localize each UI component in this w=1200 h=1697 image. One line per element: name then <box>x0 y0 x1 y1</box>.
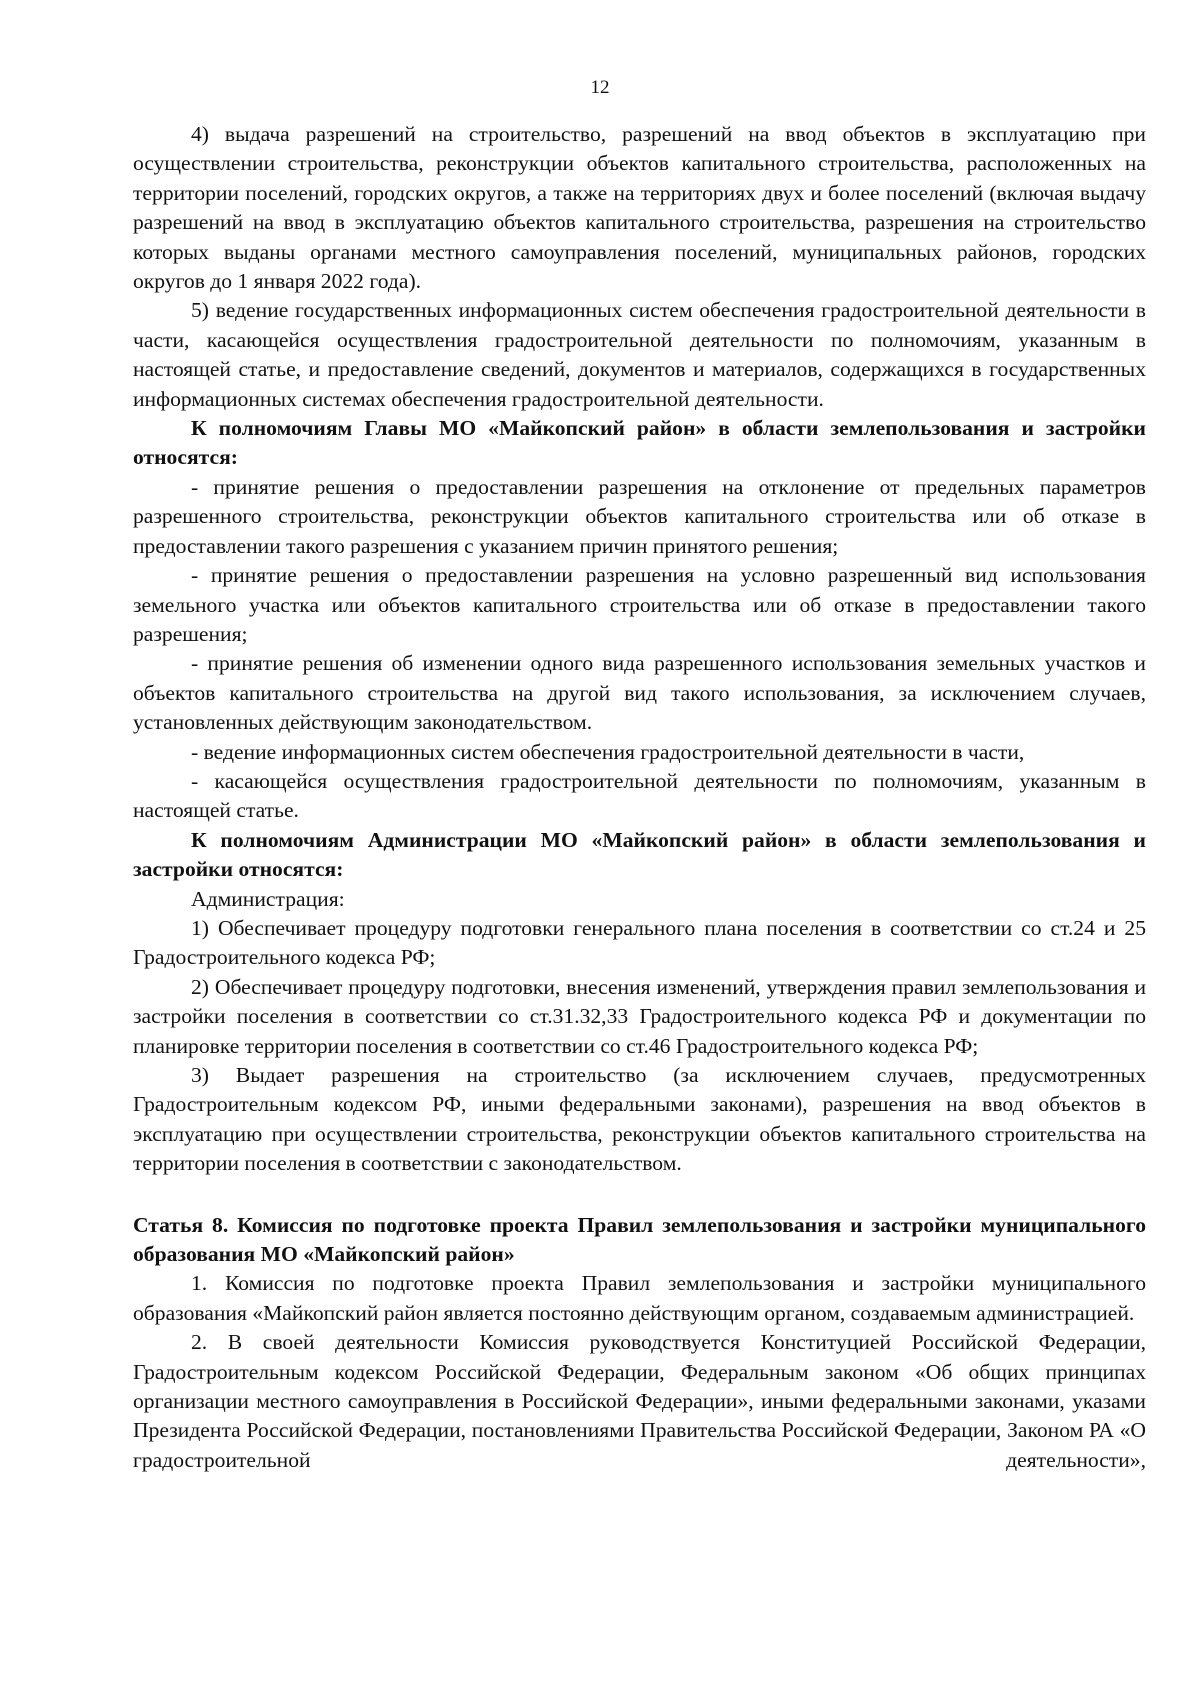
head-power-item: - принятие решения об изменении одного вида разрешенного использования земельных участков и объектов капитального строительства на другой вид такого использования, за исключением случаев, установленных действующим законодательством. <box>133 651 1146 735</box>
page-number: 12 <box>590 77 610 98</box>
head-power-item: - принятие решения о предоставлении разрешения на условно разрешенный вид использования земельного участка или объектов капитального строительства или об отказе в предоставлении такого разрешения; <box>133 563 1146 646</box>
article-8-heading: Статья 8. Комиссия по подготовке проекта Правил землепользования и застройки муниципального образования МО «Майкопский район» <box>133 1212 1146 1267</box>
administration-power-item: 1) Обеспечивает процедуру подготовки генерального плана поселения в соответствии со ст.24 и 25 Градостроительного кодекса РФ; <box>133 915 1146 970</box>
administration-powers-heading: К полномочиям Администрации МО «Майкопский район» в области землепользования и застройки относятся: <box>133 827 1146 882</box>
head-power-item: - ведение информационных систем обеспечения градостроительной деятельности в части, <box>191 739 1025 764</box>
document-body <box>133 120 1146 1475</box>
administration-power-item: 3) Выдает разрешения на строительство (за исключением случаев, предусмотренных Градостроительным кодексом РФ, иными федеральными законами), разрешения на ввод объектов в эксплуатацию при осуществлении строительства, реконструкции объектов капитального строительства на территории поселения в соответствии с законодательством. <box>133 1063 1146 1176</box>
paragraph-item-5: 5) ведение государственных информационных систем обеспечения градостроительной деятельности в части, касающейся осуществления градостроительной деятельности по полномочиям, указанным в настоящей статье, и предоставление сведений, документов и материалов, содержащихся в государственных информационных системах обеспечения градостроительной деятельности. <box>133 298 1146 411</box>
head-powers-heading: К полномочиям Главы МО «Майкопский район» в области землепользования и застройки относятся: <box>133 416 1146 470</box>
head-power-item: - принятие решения о предоставлении разрешения на отклонение от предельных параметров разрешенного строительства, реконструкции объектов капитального строительства или об отказе в предоставлении такого разрешения с указанием причин принятого решения; <box>133 474 1146 558</box>
administration-power-item: 2) Обеспечивает процедуру подготовки, внесения изменений, утверждения правил землепользования и застройки поселения в соответствии со ст.31.32,33 Градостроительного кодекса РФ и документации по планировке территории поселения в соответствии со ст.46 Градостроительного кодекса РФ; <box>133 974 1146 1058</box>
paragraph-item-4: 4) выдача разрешений на строительство, разрешений на ввод объектов в эксплуатацию при осуществлении строительства, реконструкции объектов капитального строительства, расположенных на территории поселений, городских округов, а также на территориях двух и более поселений (включая выдачу разрешений на ввод в эксплуатацию объектов капитального строительства, разрешения на строительство которых выданы органами местного самоуправления поселений, муниципальных районов, городских округов до 1 января 2022 года). <box>133 122 1146 294</box>
article-8-clause-2: 2. В своей деятельности Комиссия руководствуется Конституцией Российской Федерации, Градостроительным кодексом Российской Федерации, Федеральным законом «Об общих принципах организации местного самоуправления в Российской Федерации», иными федеральными законами, указами Президента Российской Федерации, постановлениями Правительства Российской Федерации, Законом РА «О градостроительной деятельности», <box>133 1330 1146 1472</box>
head-power-item: - касающейся осуществления градостроительной деятельности по полномочиям, указанным в настоящей статье. <box>133 768 1146 823</box>
administration-label: Администрация: <box>191 886 345 911</box>
article-8-clause-1: 1. Комиссия по подготовке проекта Правил землепользования и застройки муниципального образования «Майкопский район является постоянно действующим органом, создаваемым администрацией. <box>133 1271 1146 1325</box>
